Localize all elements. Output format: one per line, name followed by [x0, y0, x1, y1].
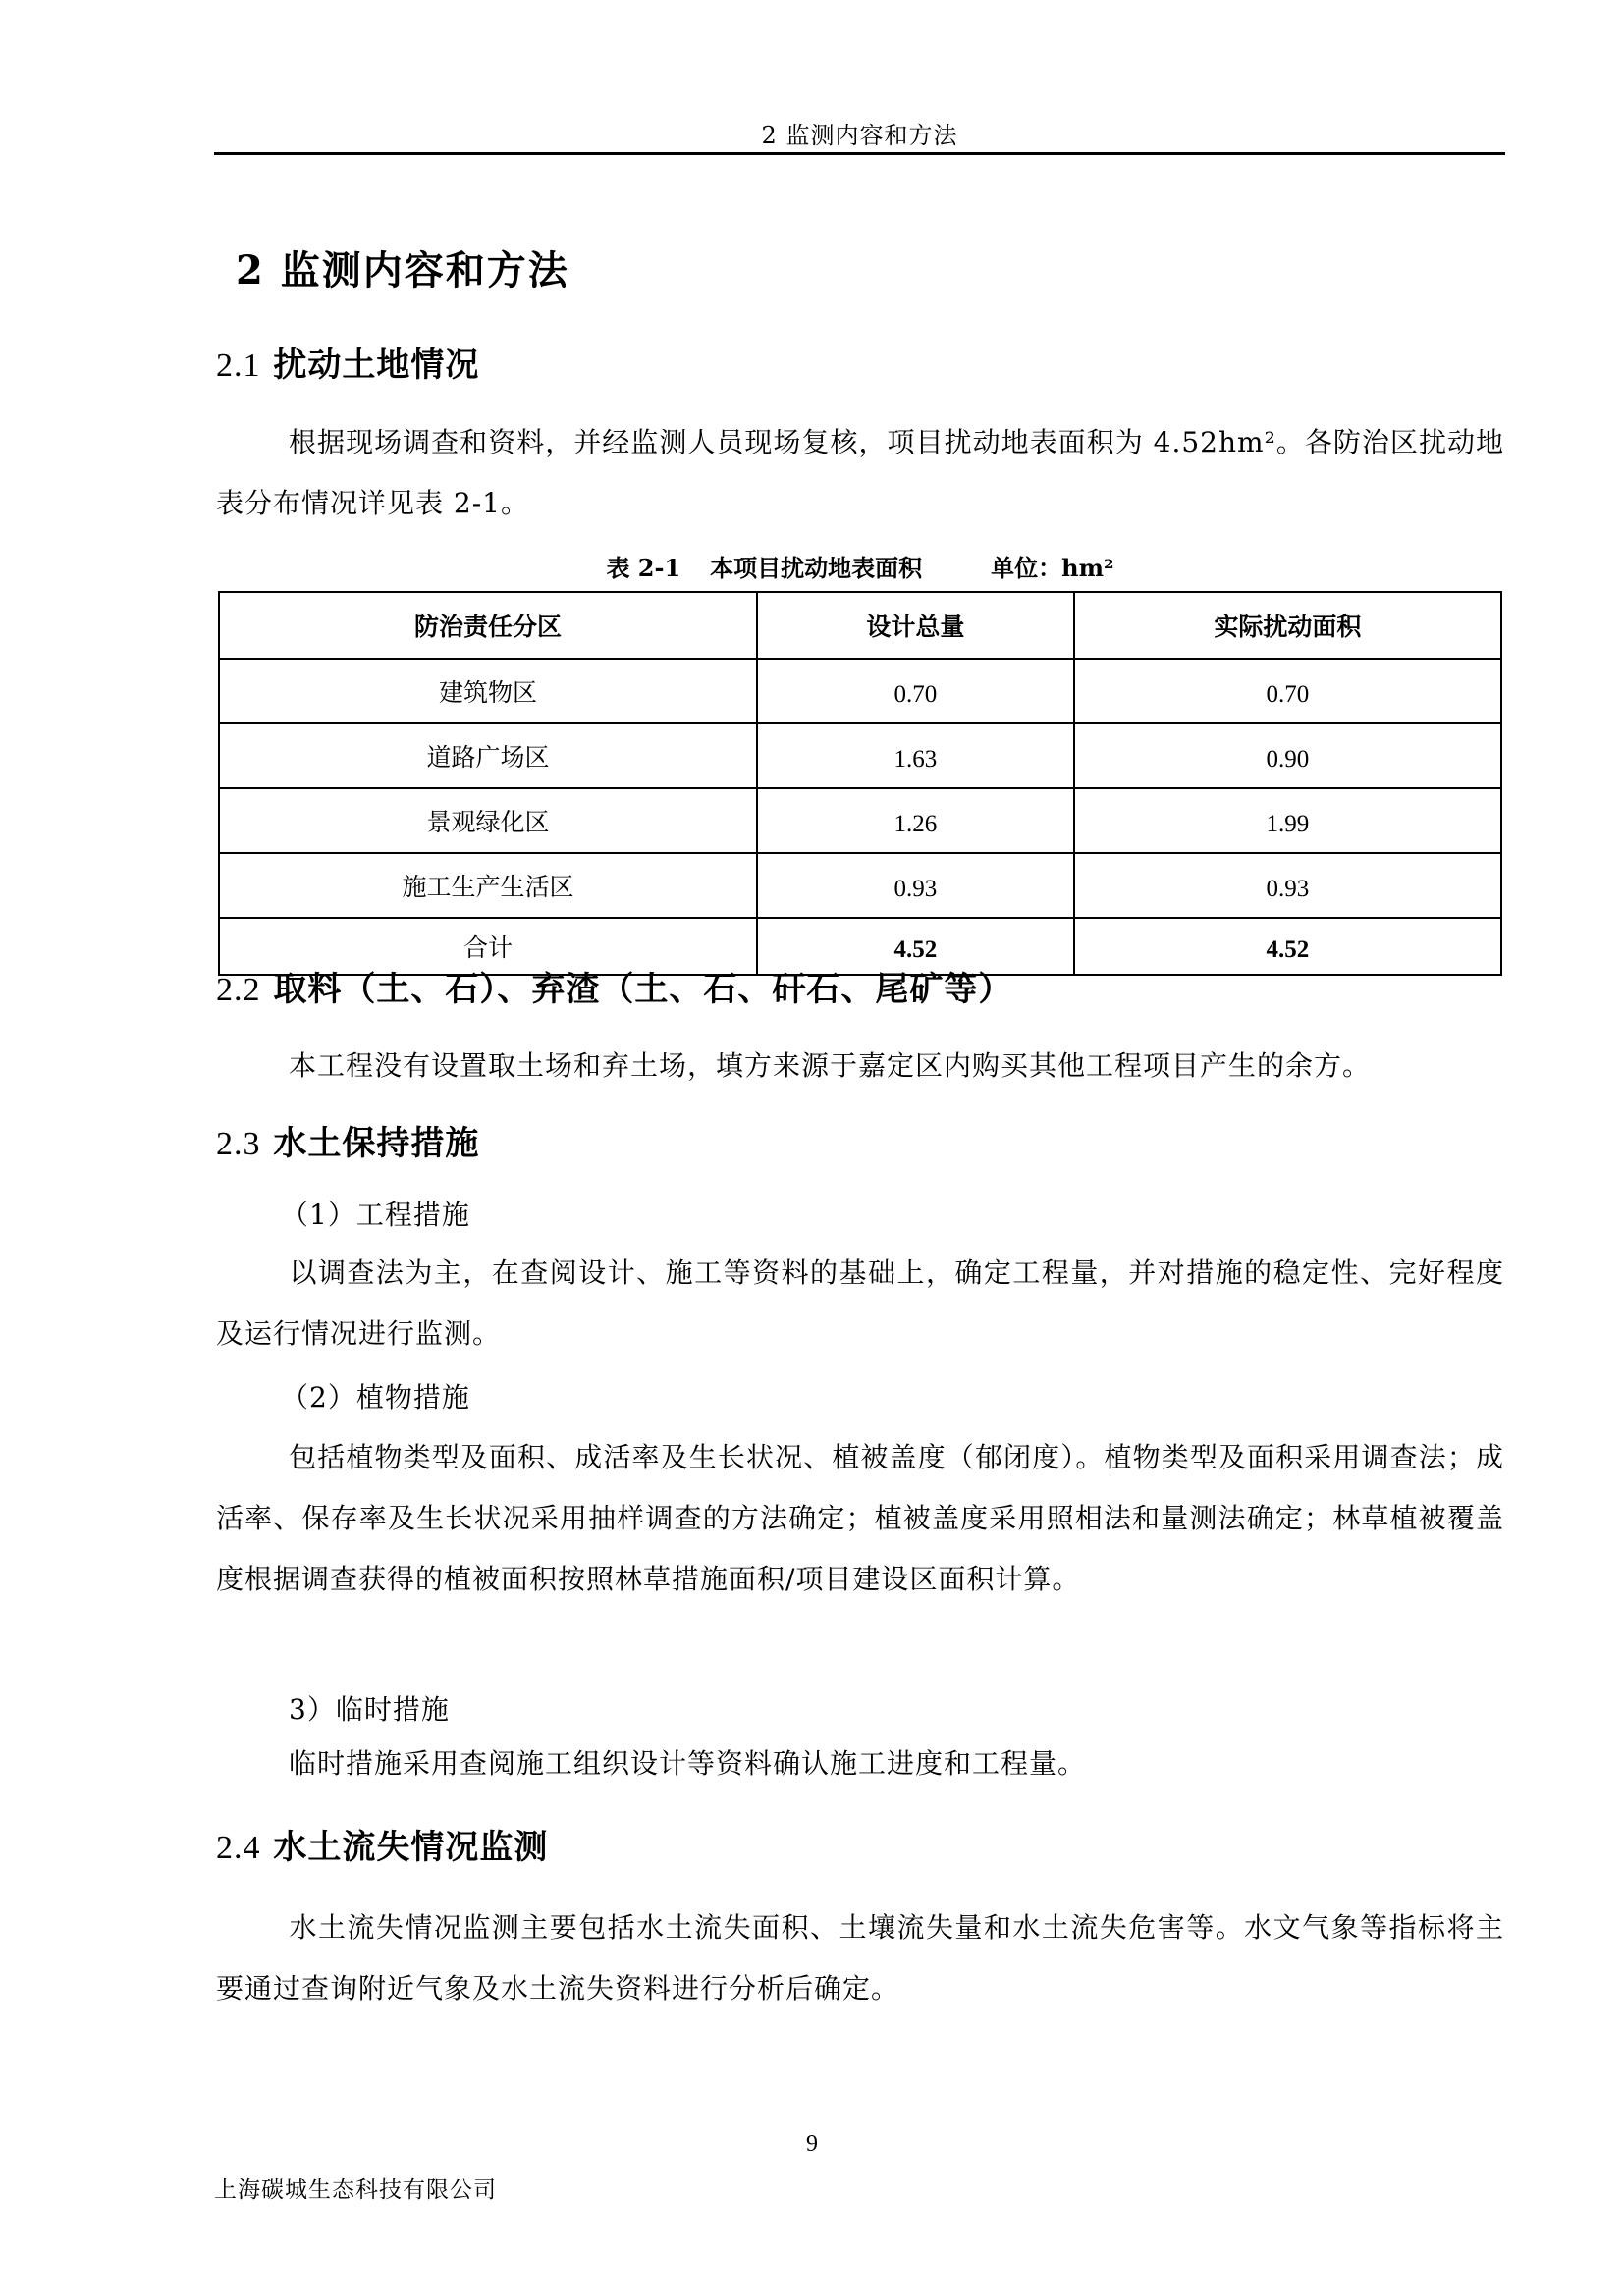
table-caption: [216, 549, 1504, 583]
page-number: 9: [806, 2131, 818, 2157]
table-cell-design: 1.26: [757, 788, 1074, 853]
table-row: [219, 788, 1501, 853]
table-row: [219, 659, 1501, 723]
disturbed-area-table: [218, 591, 1502, 976]
table-cell-actual: 0.70: [1074, 659, 1501, 723]
table-header-cell: 实际扰动面积: [1074, 592, 1501, 659]
subheading-plant-measures: （2）植物措施: [281, 1381, 470, 1414]
section-title: 水土保持措施: [273, 1124, 480, 1163]
footer-company: 上海碳城生态科技有限公司: [214, 2177, 497, 2203]
table-header-cell: 设计总量: [757, 592, 1074, 659]
subheading-engineering-measures: （1）工程措施: [281, 1199, 470, 1231]
section-2-2-heading: [216, 962, 1012, 1010]
engineering-measures-paragraph: 以调查法为主，在查阅设计、施工等资料的基础上，确定工程量，并对措施的稳定性、完好程度及运行情况进行监测。: [216, 1256, 1504, 1350]
subheading-temporary-measures: 3）临时措施: [289, 1693, 450, 1726]
section-title: 取料（土、石）、弃渣（土、石、矸石、尾矿等）: [273, 970, 1013, 1009]
section-number: 2.2: [216, 972, 261, 1008]
table-cell-design: 4.52: [757, 918, 1074, 975]
table-cell-design: 0.93: [757, 853, 1074, 918]
section-title: 水土流失情况监测: [273, 1828, 549, 1867]
table-cell-design: 1.63: [757, 723, 1074, 788]
table-cell-zone: 景观绿化区: [219, 788, 757, 853]
chapter-title: 2 监测内容和方法: [236, 247, 569, 294]
table-cell-zone: 合计: [219, 918, 757, 975]
section-2-2-paragraph: 本工程没有设置取土场和弃土场，填方来源于嘉定区内购买其他工程项目产生的余方。: [289, 1049, 1372, 1082]
section-number: 2.3: [216, 1126, 261, 1162]
table-cell-actual: 0.90: [1074, 723, 1501, 788]
running-header: 2 监测内容和方法: [761, 122, 958, 149]
table-caption-label: 表 2-1: [606, 554, 681, 582]
table-header-cell: 防治责任分区: [219, 592, 757, 659]
section-number: 2.4: [216, 1830, 261, 1866]
table-caption-title: 本项目扰动地表面积: [710, 554, 923, 582]
section-2-1-heading: [216, 338, 479, 386]
table-row: [219, 853, 1501, 918]
section-2-4-paragraph: 水土流失情况监测主要包括水土流失面积、土壤流失量和水土流失危害等。水文气象等指标将主要通过查询附近气象及水土流失资料进行分析后确定。: [216, 1911, 1504, 2004]
table-cell-actual: 4.52: [1074, 918, 1501, 975]
section-number: 2.1: [216, 347, 261, 384]
table-caption-unit: 单位：hm²: [991, 554, 1114, 582]
header-rule: [214, 152, 1505, 155]
table-cell-design: 0.70: [757, 659, 1074, 723]
section-2-3-heading: [216, 1116, 479, 1164]
section-title: 扰动土地情况: [273, 346, 480, 385]
temporary-measures-paragraph: 临时措施采用查阅施工组织设计等资料确认施工进度和工程量。: [289, 1747, 1087, 1780]
table-cell-actual: 1.99: [1074, 788, 1501, 853]
section-2-1-paragraph: 根据现场调查和资料，并经监测人员现场复核，项目扰动地表面积为 4.52hm²。各防治区扰动地表分布情况详见表 2-1。: [216, 426, 1504, 519]
table-cell-zone: 道路广场区: [219, 723, 757, 788]
plant-measures-paragraph: 包括植物类型及面积、成活率及生长状况、植被盖度（郁闭度）。植物类型及面积采用调查法；成活率、保存率及生长状况采用抽样调查的方法确定；植被盖度采用照相法和量测法确定；林草植被覆盖度根据调查获得的植被面积按照林草措施面积/项目建设区面积计算。: [216, 1441, 1504, 1595]
table-cell-actual: 0.93: [1074, 853, 1501, 918]
table-header-row: [219, 592, 1501, 659]
table-cell-zone: 建筑物区: [219, 659, 757, 723]
table-cell-zone: 施工生产生活区: [219, 853, 757, 918]
section-2-4-heading: [216, 1820, 548, 1868]
table-row: [219, 723, 1501, 788]
